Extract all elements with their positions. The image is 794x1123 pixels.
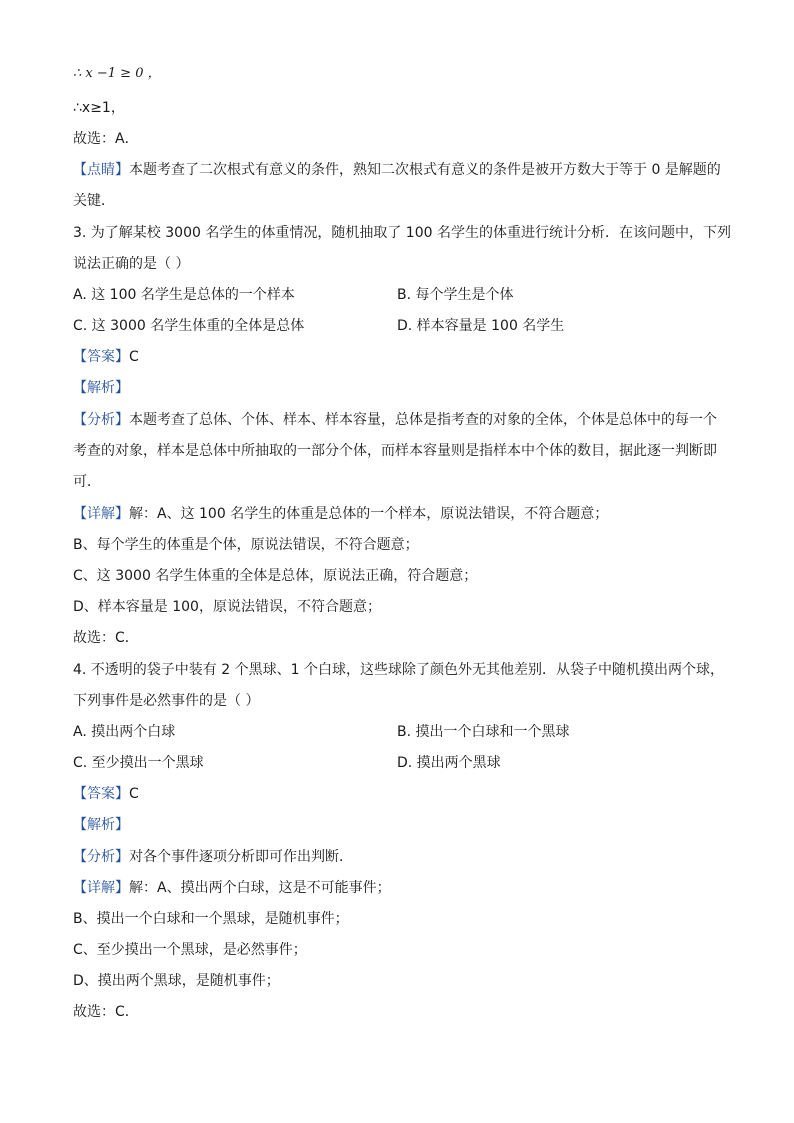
- q4-analysis-line-1: [73, 847, 353, 867]
- q4-detail-text-1: 解：A、摸出两个白球，这是不可能事件；: [129, 880, 391, 896]
- q4-explain-tag: 【解析】: [73, 817, 129, 833]
- q3-explain-tag: 【解析】: [73, 380, 129, 396]
- q3-option-b: B. 每个学生是个体: [397, 287, 514, 303]
- q4-analysis-text-1: 对各个事件逐项分析即可作出判断．: [129, 849, 353, 865]
- q3-detail-line-4: D、样本容量是 100，原说法错误，不符合题意；: [73, 599, 381, 615]
- math-line-inequality: ∴ x −1 ≥ 0 ，: [73, 66, 161, 81]
- q3-detail-line-3: C、这 3000 名学生体重的全体是总体，原说法正确，符合题意；: [73, 568, 478, 584]
- q3-stem-line-1: 3. 为了解某校 3000 名学生的体重情况，随机抽取了 100 名学生的体重进行统计分析．在该问题中，下列: [73, 225, 731, 241]
- comment-line-2: 关键．: [73, 193, 115, 209]
- q3-answer-tag: 【答案】: [73, 349, 129, 365]
- q4-detail-line-2: B、摸出一个白球和一个黑球，是随机事件；: [73, 911, 349, 927]
- q3-analysis-line-1: [73, 410, 717, 430]
- q4-option-d: D. 摸出两个黑球: [397, 755, 501, 771]
- math-line-result: ∴x≥1，: [73, 100, 125, 116]
- q3-conclusion: 故选：C．: [73, 630, 139, 646]
- q4-detail-line-3: C、至少摸出一个黑球，是必然事件；: [73, 942, 307, 958]
- q3-detail-tag: 【详解】: [73, 506, 129, 522]
- q4-analysis-tag: 【分析】: [73, 849, 129, 865]
- preamble-conclusion: 故选：A．: [73, 131, 139, 147]
- q3-option-c: C. 这 3000 名学生体重的全体是总体: [73, 318, 305, 334]
- q3-option-a: A. 这 100 名学生是总体的一个样本: [73, 287, 295, 303]
- q3-detail-text-1: 解：A、这 100 名学生的体重是总体的一个样本，原说法错误，不符合题意；: [129, 506, 609, 522]
- comment-text-1: 本题考查了二次根式有意义的条件，熟知二次根式有意义的条件是被开方数大于等于 0 是解题的: [129, 162, 721, 178]
- q3-stem-line-2: 说法正确的是（ ）: [73, 256, 190, 272]
- q4-answer-value: C: [129, 786, 139, 802]
- q4-conclusion: 故选：C．: [73, 1004, 139, 1020]
- q3-analysis-text-1: 本题考查了总体、个体、样本、样本容量，总体是指考查的对象的全体，个体是总体中的每一个: [129, 412, 717, 428]
- q3-option-d: D. 样本容量是 100 名学生: [397, 318, 565, 334]
- q4-stem-line-1: 4. 不透明的袋子中装有 2 个黑球、1 个白球，这些球除了颜色外无其他差别．从袋子中随机摸出两个球，: [73, 662, 724, 678]
- q4-detail-line-4: D、摸出两个黑球，是随机事件；: [73, 973, 280, 989]
- q3-analysis-line-3: 可．: [73, 474, 101, 490]
- q3-answer-line: [73, 347, 139, 367]
- comment-tag: 【点睛】: [73, 162, 129, 178]
- q4-answer-tag: 【答案】: [73, 786, 129, 802]
- q3-analysis-tag: 【分析】: [73, 412, 129, 428]
- q4-option-a: A. 摸出两个白球: [73, 724, 176, 740]
- comment-line-1: [73, 160, 721, 180]
- q4-detail-tag: 【详解】: [73, 880, 129, 896]
- q4-option-b: B. 摸出一个白球和一个黑球: [397, 724, 570, 740]
- q3-detail-line-2: B、每个学生的体重是个体，原说法错误，不符合题意；: [73, 537, 419, 553]
- q4-option-c: C. 至少摸出一个黑球: [73, 755, 204, 771]
- q4-answer-line: [73, 784, 139, 804]
- q4-stem-line-2: 下列事件是必然事件的是（ ）: [73, 693, 260, 709]
- q4-detail-line-1: [73, 878, 391, 898]
- q3-detail-line-1: [73, 504, 608, 524]
- q3-analysis-line-2: 考查的对象，样本是总体中所抽取的一部分个体，而样本容量则是指样本中个体的数目，据此逐一判断即: [73, 443, 717, 459]
- q3-answer-value: C: [129, 349, 139, 365]
